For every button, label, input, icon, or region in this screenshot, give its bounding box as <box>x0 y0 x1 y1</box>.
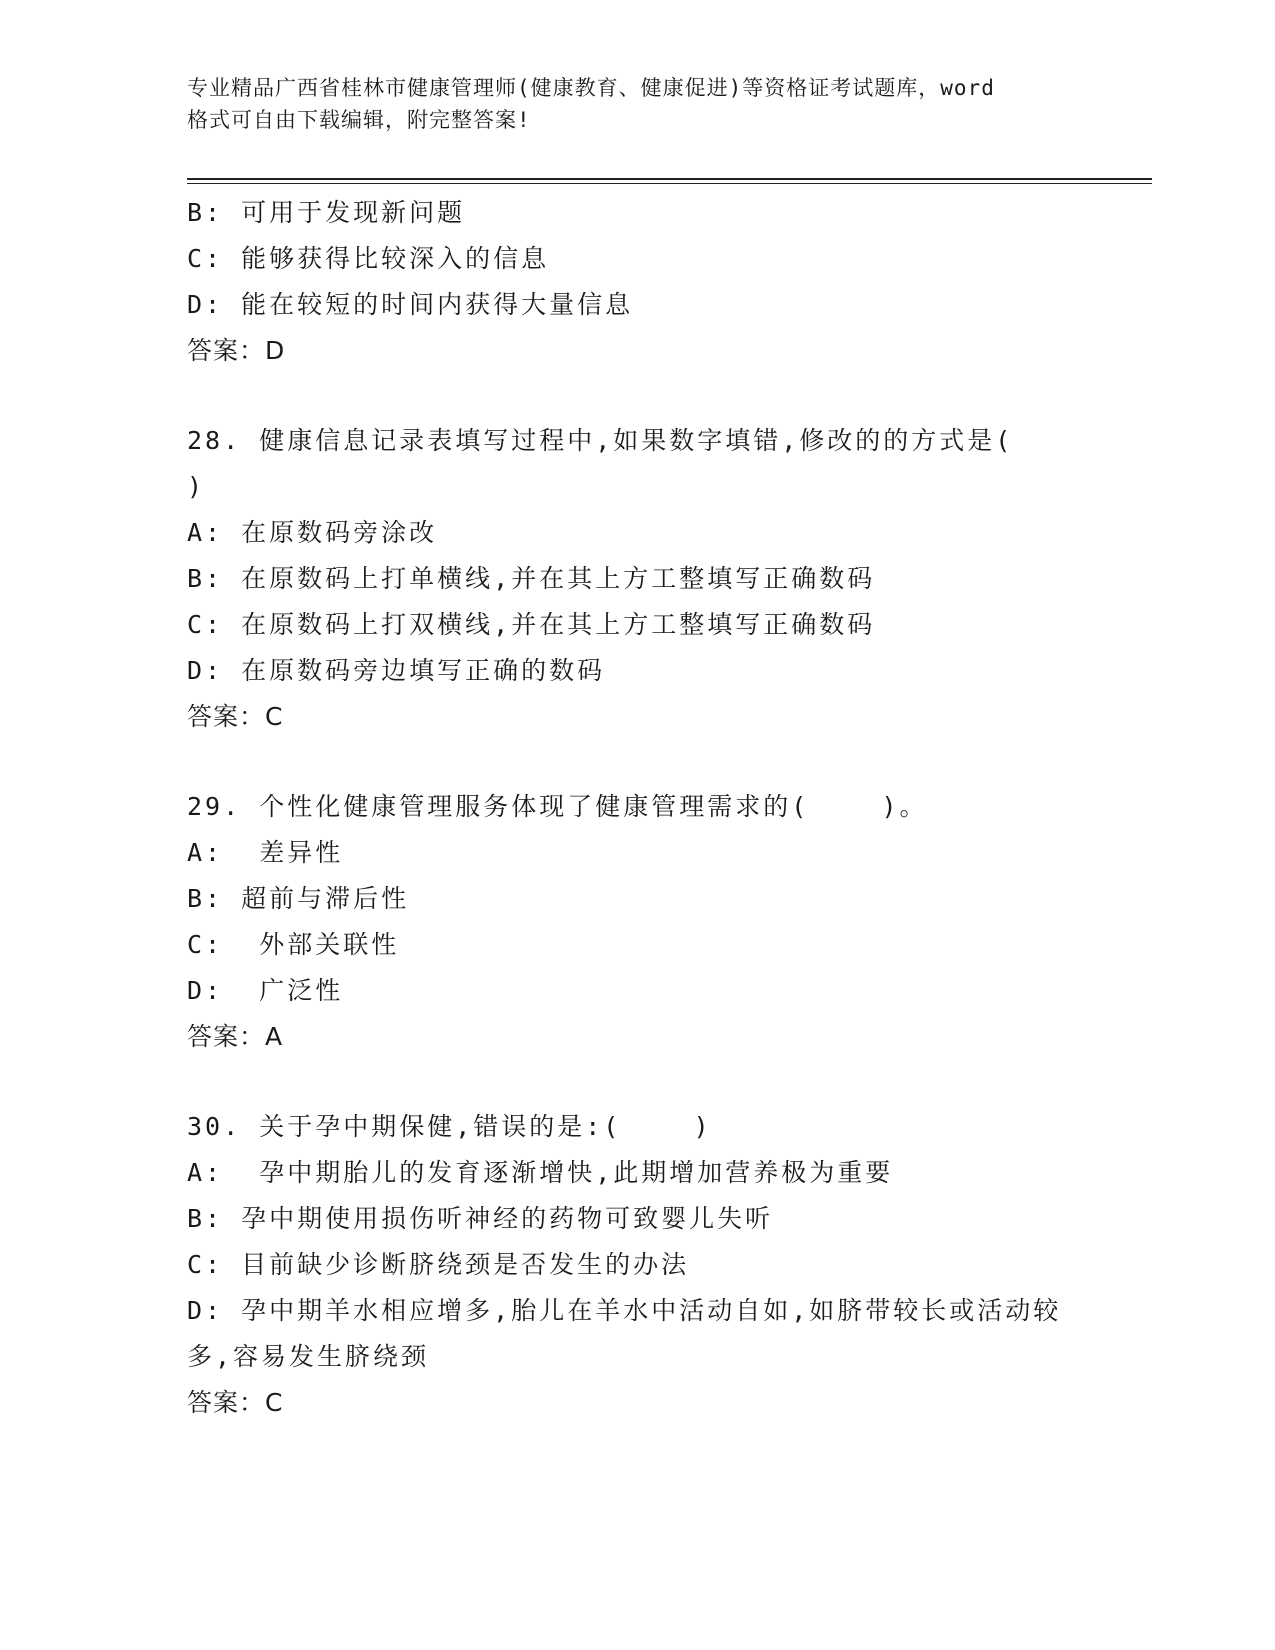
option-b: B: 可用于发现新问题 <box>187 198 466 227</box>
question-stem: 28. 健康信息记录表填写过程中,如果数字填错,修改的的方式是( <box>187 426 1014 455</box>
answer: 答案：D <box>187 336 286 365</box>
header-line-2: 格式可自由下载编辑，附完整答案! <box>187 108 531 132</box>
question-27-tail <box>187 190 1087 374</box>
option-d: D: 在原数码旁边填写正确的数码 <box>187 656 606 685</box>
answer: 答案：C <box>187 1388 284 1417</box>
question-29 <box>187 784 1087 1060</box>
document-header <box>187 72 1087 136</box>
option-c: C: 在原数码上打双横线,并在其上方工整填写正确数码 <box>187 610 876 639</box>
question-stem: 29. 个性化健康管理服务体现了健康管理需求的( )。 <box>187 792 928 821</box>
option-b: B: 超前与滞后性 <box>187 884 410 913</box>
option-c: C: 能够获得比较深入的信息 <box>187 244 550 273</box>
header-line-1: 专业精品广西省桂林市健康管理师(健康教育、健康促进)等资格证考试题库，word <box>187 76 995 100</box>
option-c: C: 外部关联性 <box>187 930 400 959</box>
option-a: A: 差异性 <box>187 838 344 867</box>
option-d: D: 孕中期羊水相应增多,胎儿在羊水中活动自如,如脐带较长或活动较 <box>187 1296 1062 1325</box>
question-list <box>187 190 1087 1426</box>
option-b: B: 孕中期使用损伤听神经的药物可致婴儿失听 <box>187 1204 774 1233</box>
question-stem-cont: ) <box>187 472 206 501</box>
option-a: A: 孕中期胎儿的发育逐渐增快,此期增加营养极为重要 <box>187 1158 894 1187</box>
option-d: D: 能在较短的时间内获得大量信息 <box>187 290 634 319</box>
spacer <box>187 374 1087 418</box>
option-d: D: 广泛性 <box>187 976 344 1005</box>
option-d-cont: 多,容易发生脐绕颈 <box>187 1342 430 1371</box>
option-b: B: 在原数码上打单横线,并在其上方工整填写正确数码 <box>187 564 876 593</box>
question-stem: 30. 关于孕中期保健,错误的是:( ) <box>187 1112 712 1141</box>
question-28 <box>187 418 1087 740</box>
option-c: C: 目前缺少诊断脐绕颈是否发生的办法 <box>187 1250 690 1279</box>
spacer <box>187 1060 1087 1104</box>
header-divider <box>187 178 1152 180</box>
spacer <box>187 740 1087 784</box>
option-a: A: 在原数码旁涂改 <box>187 518 438 547</box>
answer: 答案：A <box>187 1022 284 1051</box>
header-divider-thin <box>187 183 1152 184</box>
question-30 <box>187 1104 1087 1426</box>
answer: 答案：C <box>187 702 284 731</box>
